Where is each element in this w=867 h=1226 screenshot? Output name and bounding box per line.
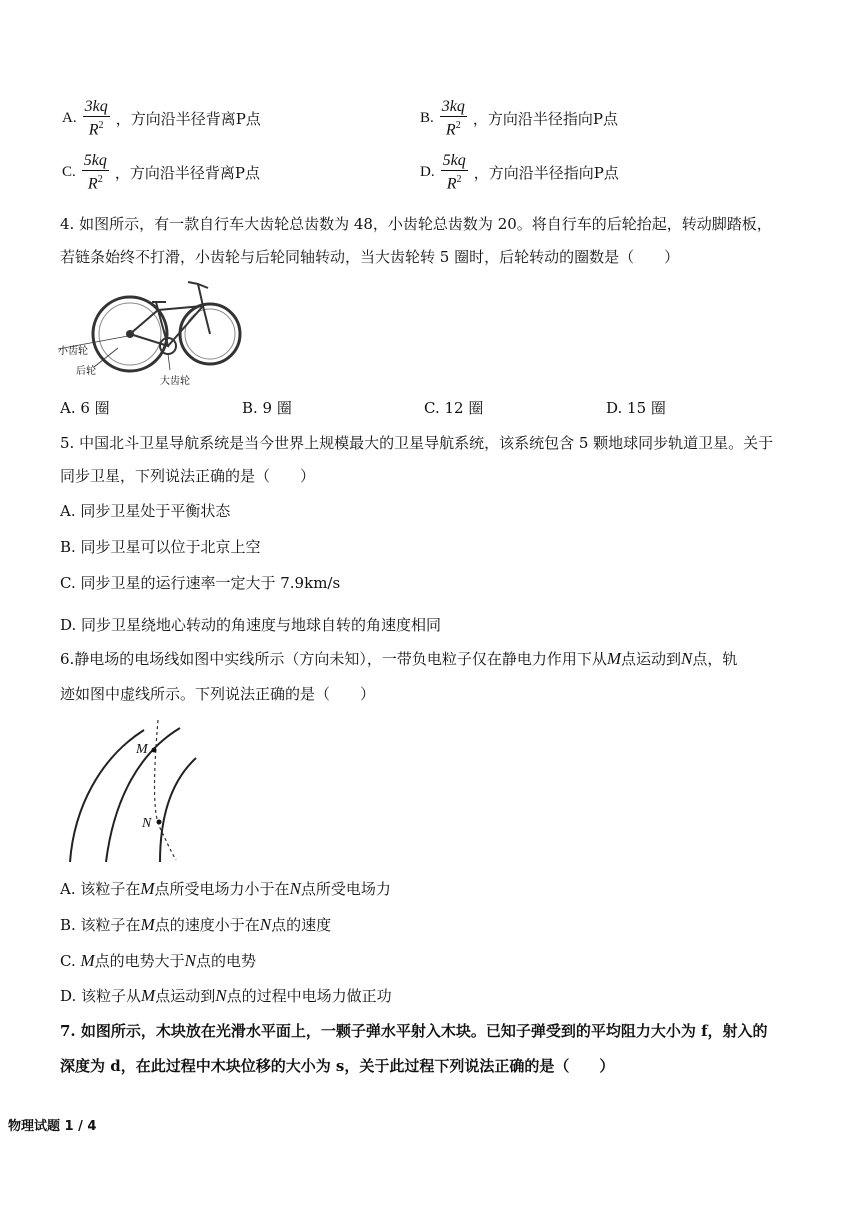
q3-option-a: A. $\frac{3kq}{R^2}$ ，方向沿半径背离P点 — [62, 98, 261, 139]
label-rear-wheel: 后轮 — [76, 366, 96, 377]
q6-option-d: D. 该粒子从M点运动到N点的过程中电场力做正功 — [60, 986, 392, 1005]
q5-option-d: D. 同步卫星绕地心转动的角速度与地球自转的角速度相同 — [60, 616, 442, 634]
q3-option-b: B. $\frac{3kq}{R^2}$ ，方向沿半径指向P点 — [420, 98, 618, 139]
q6-option-c: C. M点的电势大于N点的电势 — [60, 951, 257, 970]
q4-stem-line1: 4. 如图所示，有一款自行车大齿轮总齿数为 48，小齿轮总齿数为 20。将自行车的后轮抬起，转动脚踏板， — [60, 215, 772, 233]
label-small-gear: 小齿轮 — [58, 346, 88, 357]
q3-option-c: C. $\frac{5kq}{R^2}$ ，方向沿半径背离P点 — [62, 152, 260, 193]
q5-option-c: C. 同步卫星的运行速率一定大于 7.9km/s — [60, 574, 341, 592]
q4-option-c: C. 12 圈 — [424, 399, 484, 417]
fraction: $\frac{3kq}{R^2}$ — [441, 98, 465, 139]
fraction: $\frac{3kq}{R^2}$ — [84, 98, 108, 139]
label-n: N — [142, 816, 152, 831]
q5-option-b: B. 同步卫星可以位于北京上空 — [60, 538, 261, 556]
field-line-3 — [160, 758, 196, 862]
q6-stem-line2: 迹如图中虚线所示。下列说法正确的是（ ） — [60, 685, 376, 703]
field-line-1 — [70, 730, 144, 862]
q3-option-d: D. $\frac{5kq}{R^2}$ ，方向沿半径指向P点 — [420, 152, 619, 193]
label-big-gear: 大齿轮 — [160, 376, 190, 387]
q4-option-b: B. 9 圈 — [242, 399, 292, 417]
label-m: M — [136, 742, 148, 757]
q6-stem-line1: 6.静电场的电场线如图中实线所示（方向未知），一带负电粒子仅在静电力作用下从M点运动到N点，轨 — [60, 649, 738, 668]
pointer-big-gear — [168, 354, 170, 370]
q4-option-d: D. 15 圈 — [606, 399, 666, 417]
fraction: $\frac{5kq}{R^2}$ — [442, 152, 466, 193]
fraction: $\frac{5kq}{R^2}$ — [83, 152, 107, 193]
electric-field-figure — [60, 718, 200, 868]
q6-option-b: B. 该粒子在M点的速度小于在N点的速度 — [60, 915, 332, 934]
bike-frame — [130, 306, 210, 346]
page-footer: 物理试题 1 / 4 — [8, 1119, 97, 1134]
point-n — [157, 820, 162, 825]
bike-handlebar — [188, 282, 208, 306]
q4-stem-line2: 若链条始终不打滑，小齿轮与后轮同轴转动，当大齿轮转 5 圈时，后轮转动的圈数是（ ） — [60, 248, 680, 266]
point-m — [152, 748, 157, 753]
q6-option-a: A. 该粒子在M点所受电场力小于在N点所受电场力 — [60, 879, 391, 898]
q5-stem-line1: 5. 中国北斗卫星导航系统是当今世界上规模最大的卫星导航系统，该系统包含 5 颗地球同步轨道卫星。关于 — [60, 434, 774, 452]
q4-option-a: A. 6 圈 — [60, 399, 110, 417]
q7-stem-line1: 7. 如图所示，木块放在光滑水平面上，一颗子弹水平射入木块。已知子弹受到的平均阻力大小为 f，射入的 — [60, 1022, 768, 1040]
q5-stem-line2: 同步卫星，下列说法正确的是（ ） — [60, 467, 316, 485]
q7-stem-line2: 深度为 d，在此过程中木块位移的大小为 s，关于此过程下列说法正确的是（ ） — [60, 1057, 615, 1075]
q5-option-a: A. 同步卫星处于平衡状态 — [60, 502, 231, 520]
